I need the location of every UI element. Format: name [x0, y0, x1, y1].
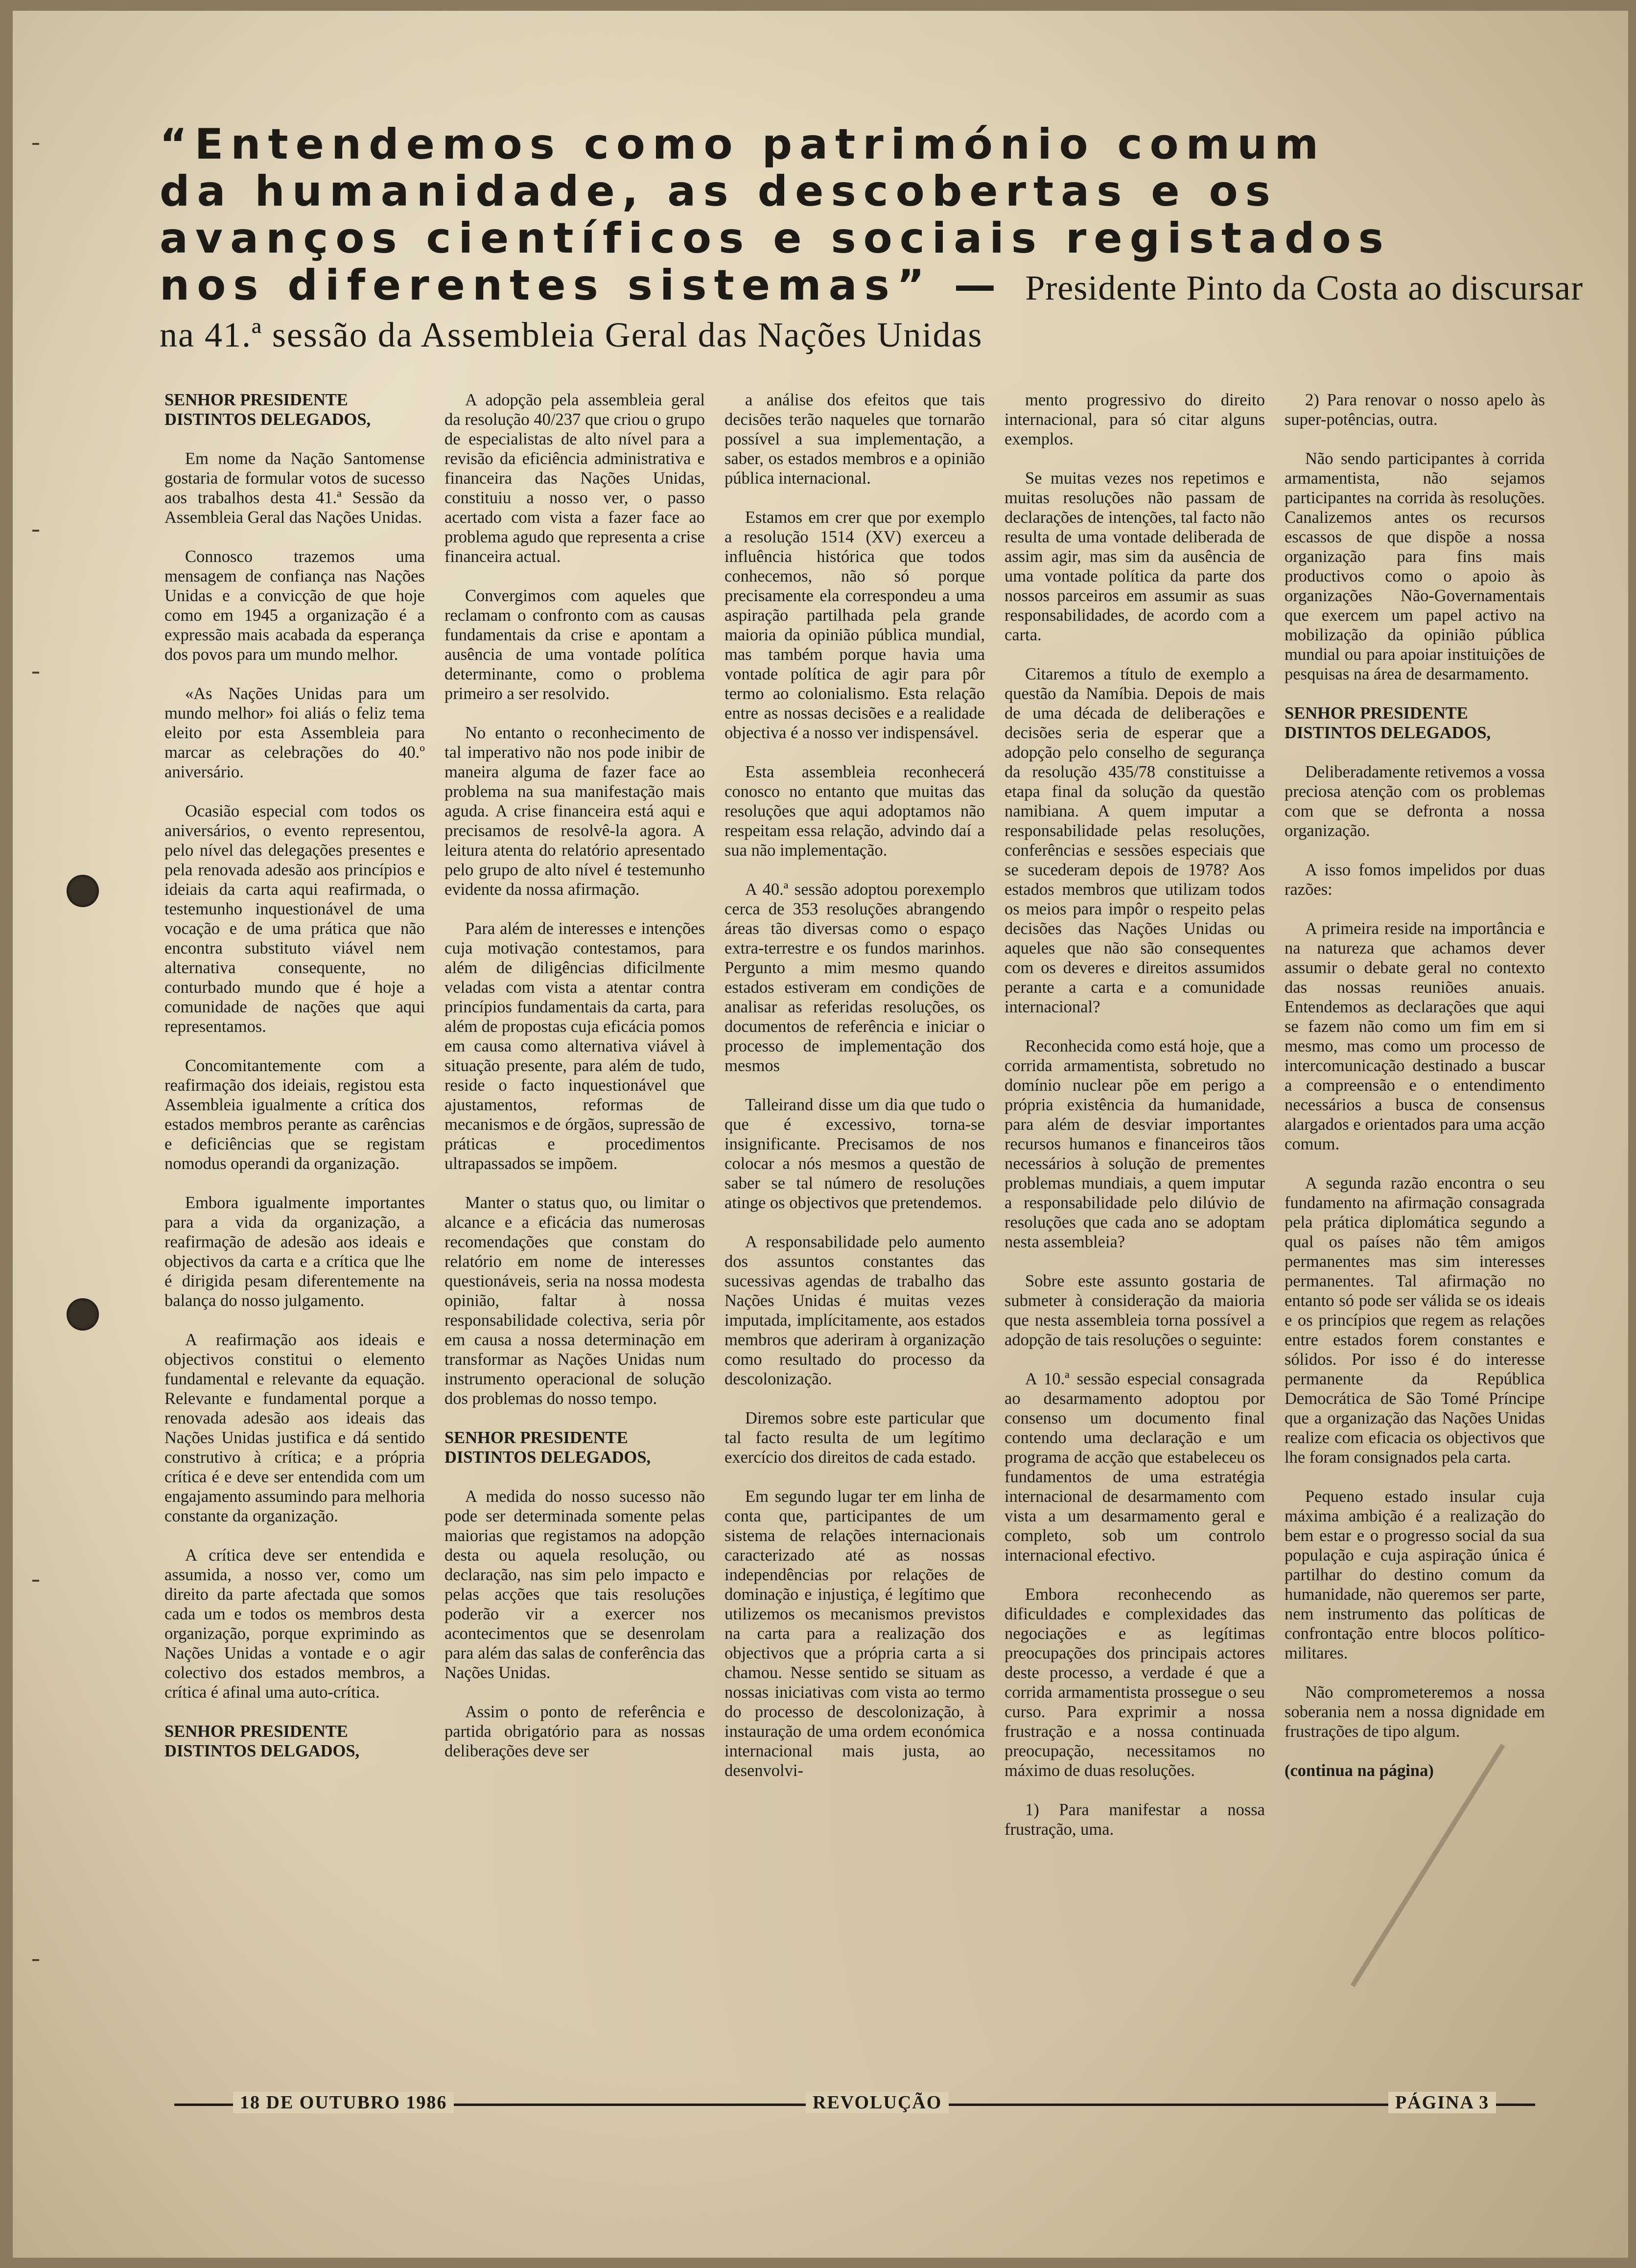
paragraph: Estamos em crer que por exemplo a resolução 1514 (XV) exerceu a influência histórica que todos conhecemos, não só porque precisamente ela correspondeu a uma aspiração partilhada pela grande maioria da opinião pública mundial, mas também porque havia uma vontade política de agir para pôr termo ao colonialismo. Esta relação entre as nossas decisões e a realidade objectiva é a nosso ver indispensável.: [725, 508, 985, 742]
paragraph: A isso fomos impelidos por duas razões:: [1285, 861, 1545, 899]
paragraph: No entanto o reconhecimento de tal imperativo não nos pode inibir de maneira alguma de fazer face ao problema na sua manifestação mais aguda. A crise financeira está aqui e precisamos de resolvê-la agora. A leitura atenta do relatório apresentado pelo grupo de alto nível é testemunho evidente da nossa afirmação.: [444, 724, 705, 899]
paragraph: A adopção pela assembleia geral da resolução 40/237 que criou o grupo de especialistas de alto nível para a revisão da eficiência administrativa e financeira das Nações Unidas, constituiu a nosso ver, o passo acertado com vista a fazer face ao problema agudo que representa a crise financeira actual.: [444, 391, 705, 566]
edge-mark: [32, 1959, 39, 1961]
paragraph: mento progressivo do direito internacional, para só citar alguns exemplos.: [1005, 391, 1265, 448]
paragraph: Embora igualmente importantes para a vida da organização, a reafirmação de adesão aos ideais e objectivos da carta e a crítica que lhe é dirigida pesam diferentemente na balança do nosso julgamento.: [164, 1193, 425, 1310]
paragraph: Não sendo participantes à corrida armamentista, não sejamos participantes na corrida às resoluções. Canalizemos antes os recursos escassos de que dispõe a nossa organização para fins mais productivos como o apoio às organizações Não-Governamentais que exercem um papel activo na mobilização da opinião pública mundial ou para apoiar instituições de pesquisas na área de desarmamento.: [1285, 449, 1545, 683]
section-heading: SENHOR PRESIDENTE DISTINTOS DELEGADOS,: [444, 1428, 651, 1467]
paragraph: A reafirmação aos ideais e objectivos constitui o elemento fundamental e relevante da equação. Relevante e fundamental porque a renovada adesão aos ideais das Nações Unidas justifica e dá sentido construtivo à crítica; e a própria crítica é e deve ser entendida com um engajamento assumindo para melhoria constante da organização.: [164, 1331, 425, 1525]
paragraph: Convergimos com aqueles que reclamam o confronto com as causas fundamentais da crise e apontam a ausência de uma vontade política determinante, como o problema primeiro a ser resolvido.: [444, 586, 705, 703]
paragraph: A 40.ª sessão adoptou porexemplo cerca de 353 resoluções abrangendo áreas tão diversas como o espaço extra-terrestre e os fundos marinhos. Pergunto a mim mesmo quando estados estiveram em condições de analisar as referidas resoluções, os documentos de referência e iniciar o processo de implementação dos mesmos: [725, 880, 985, 1075]
paragraph: Talleirand disse um dia que tudo o que é excessivo, torna-se insignificante. Precisamos de nos colocar a nós mesmos a questão de saber se tal número de resoluções atinge os objectivos que pretendemos.: [725, 1096, 985, 1212]
paragraph: Pequeno estado insular cuja máxima ambição é a realização do bem estar e o progresso social da sua população e cuja aspiração única é partilhar do destino comum da humanidade, não queremos ser parte, nem instrumento das políticas de confrontação entre blocos político-militares.: [1285, 1487, 1545, 1662]
article-column-1: [164, 390, 425, 2084]
paragraph: A responsabilidade pelo aumento dos assuntos constantes das sucessivas agendas de trabalho das Nações Unidas é muitas vezes imputada, implícitamente, aos estados membros que aderiram à organização como resultado do processo da descolonização.: [725, 1233, 985, 1388]
section-heading: SENHOR PRESIDENTE DISTINTOS DELEGADOS,: [1285, 704, 1491, 742]
paragraph: Em segundo lugar ter em linha de conta que, participantes de um sistema de relações internacionais caracterizado até as nossas independências por relações de dominação e injustiça, é legítimo que utilizemos os mecanismos previstos na carta para a realização dos objectivos que a própria carta a si chamou. Nesse sentido se situam as nossas iniciativas com vista ao termo do processo de descolonização, à instauração de uma ordem económica internacional mais justa, ao desenvolvi-: [725, 1487, 985, 1780]
page-footer: [174, 2089, 1535, 2118]
paragraph: «As Nações Unidas para um mundo melhor» foi aliás o feliz tema eleito por esta Assembleia para marcar as celebrações do 40.º aniversário.: [164, 684, 425, 781]
footer-date: 18 DE OUTUBRO 1986: [233, 2092, 454, 2113]
paragraph: Não comprometeremos a nossa soberania nem a nossa dignidade em frustrações de tipo algum.: [1285, 1683, 1545, 1741]
article-column-4: [1005, 390, 1265, 2084]
paragraph: Sobre este assunto gostaria de submeter à consideração da maioria que nesta assembleia torna possível a adopção de tais resoluções o seguinte:: [1005, 1272, 1265, 1349]
section-heading: SENHOR PRESIDENTE DISTINTOS DELEGADOS,: [164, 391, 371, 429]
paragraph: Assim o ponto de referência e partida obrigatório para as nossas deliberações deve ser: [444, 1703, 705, 1760]
headline-line: na 41.ª sessão da Assembleia Geral das Nações Unidas: [160, 315, 983, 354]
headline-line: da humanidade, as descobertas e os: [160, 167, 1278, 216]
paragraph: Connosco trazemos uma mensagem de confiança nas Nações Unidas e a convicção de que hoje como em 1945 a organização é a expressão mais acabada da esperança dos povos para um mundo melhor.: [164, 547, 425, 664]
headline-line: avanços científicos e sociais registados: [160, 214, 1391, 263]
paragraph: Deliberadamente retivemos a vossa preciosa atenção com os problemas com que se defronta a nossa organização.: [1285, 763, 1545, 840]
edge-mark: [32, 143, 39, 145]
paragraph: Diremos sobre este particular que tal facto resulta de um legítimo exercício dos direitos de cada estado.: [725, 1409, 985, 1467]
paragraph: Para além de interesses e intenções cuja motivação contestamos, para além de diligências dificilmente veladas com vista a atentar contra princípios fundamentais da carta, para além de propostas cuja eficácia pomos em causa como alternativa viável à situação presente, para além de tudo, reside o facto inquestionável que ajustamentos, reformas de mecanismos e de órgãos, supressão de práticas e procedimentos ultrapassados se impõem.: [444, 919, 705, 1173]
paragraph: A 10.ª sessão especial consagrada ao desarmamento adoptou por consenso um documento final contendo uma declaração e um programa de acção que estabeleceu os fundamentos de uma estratégia internacional de desarmamento com vista a um desarmamento geral e completo, sob um controlo internacional efectivo.: [1005, 1370, 1265, 1565]
paragraph: Citaremos a título de exemplo a questão da Namíbia. Depois de mais de uma década de deliberações e decisões seria de esperar que a adopção pelo conselho de segurança da resolução 435/78 constituisse a etapa final da solução da questão namibiana. A quem imputar a responsabilidade pelas resoluções, conferências e sessões especiais que se sucederam depois de 1978? Aos estados membros que utilizam todos os meios para impôr o respeito pelas decisões das Nações Unidas ou aqueles que não são consequentes com os deveres e direitos assumidos perante a carta e a comunidade internacional?: [1005, 665, 1265, 1016]
article-column-3: [725, 390, 985, 2084]
paragraph: Esta assembleia reconhecerá conosco no entanto que muitas das resoluções que aqui adoptamos não respeitam essa relação, advindo daí a sua não implementação.: [725, 763, 985, 860]
newspaper-page: [13, 11, 1628, 2258]
headline-line: “Entendemos como património comum: [160, 120, 1326, 169]
paragraph: Embora reconhecendo as dificuldades e complexidades das negociações e as legítimas preocupações dos principais actores deste processo, a verdade é que a corrida armamentista prossegue o seu curso. Para exprimir a nossa frustração e a nossa continuada preocupação, necessitamos no máximo de duas resoluções.: [1005, 1585, 1265, 1780]
paragraph: a análise dos efeitos que tais decisões terão naqueles que tornarão possível a sua implementação, a saber, os estados membros e a opinião pública internacional.: [725, 391, 985, 488]
article-column-5: [1285, 390, 1545, 2084]
edge-mark: [32, 530, 39, 532]
paragraph: 2) Para renovar o nosso apelo às super-potências, outra.: [1285, 391, 1545, 429]
edge-mark: [32, 1580, 39, 1582]
headline-line: [160, 261, 1584, 311]
footer-page-number: PÁGINA 3: [1388, 2092, 1496, 2113]
headline-attribution: Presidente Pinto da Costa ao discursar: [1025, 268, 1584, 307]
paragraph: 1) Para manifestar a nossa frustração, uma.: [1005, 1800, 1265, 1839]
paragraph: Em nome da Nação Santomense gostaria de formular votos de sucesso aos trabalhos desta 41.ª Sessão da Assembleia Geral das Nações Unidas.: [164, 449, 425, 527]
paragraph: Ocasião especial com todos os aniversários, o evento representou, pelo nível das delegações presentes e pela renovada adesão aos princípios e ideiais da carta aqui reafirmada, o testemunho inquestionável de uma vocação e de uma prática que não encontra substituto viável nem alternativa consequente, no conturbado mundo que é hoje a comunidade de nações que aqui representamos.: [164, 802, 425, 1036]
punch-hole-top: [67, 875, 99, 907]
paragraph: Manter o status quo, ou limitar o alcance e a eficácia das numerosas recomendações que constam do relatório em nome de interesses questionáveis, seria na nossa modesta opinião, faltar à nossa responsabilidade colectiva, seria pôr em causa a nossa determinação em transformar as Nações Unidas num instrumento operacional de solução dos problemas do nosso tempo.: [444, 1193, 705, 1408]
footer-paper-name: REVOLUÇÃO: [806, 2092, 949, 2113]
paragraph: A primeira reside na importância e na natureza que achamos dever assumir o debate geral no contexto das nossas reuniões anuais. Entendemos as declarações que aqui se fazem não como um fim em si mesmo, mas como um processo de intercomunicação destinado a buscar a compreensão e o entendimento necessários a busca de consensus alargados e orientados para uma acção comum.: [1285, 919, 1545, 1153]
headline-line-4: nos diferentes sistemas” —: [160, 261, 1004, 310]
article-headline: [160, 120, 1584, 358]
section-heading: SENHOR PRESIDENTE DISTINTOS DELGADOS,: [164, 1722, 360, 1760]
paragraph: A segunda razão encontra o seu fundamento na afirmação consagrada pela prática diplomática segundo a qual os países não têm amigos permanentes mas sim interesses permanentes. Tal afirmação no entanto só pode ser válida se os ideais e os princípios que regem as relações entre estados forem constantes e sólidos. Por isso é do interesse permanente da República Democrática de São Tomé Príncipe que a organização das Nações Unidas realize com eficacia os objectivos que lhe foram consignados pela carta.: [1285, 1174, 1545, 1467]
paragraph: A medida do nosso sucesso não pode ser determinada somente pelas maiorias que registamos na adopção desta ou aquela resolução, ou declaração, nas sim pelo impacto e pelas acções que tais resoluções poderão vir a exercer nos acontecimentos que se desenrolam para além das salas de conferência das Nações Unidas.: [444, 1487, 705, 1682]
paragraph: A crítica deve ser entendida e assumida, a nosso ver, como um direito da parte afectada que somos cada um e todos os membros desta organização, porque exprimindo as Nações Unidas a vontade e o agir colectivo dos estados membros, a crítica é afinal uma auto-crítica.: [164, 1546, 425, 1702]
article-column-2: [444, 390, 705, 2084]
punch-hole-bottom: [67, 1298, 99, 1331]
paragraph: Se muitas vezes nos repetimos e muitas resoluções não passam de declarações de intenções, tal facto não resulta de uma vontade deliberada de assim agir, mas sim da ausência de uma vontade política da parte dos nossos parceiros em assumir as suas responsabilidades, de acordo com a carta.: [1005, 469, 1265, 644]
section-heading: (continua na página): [1285, 1761, 1434, 1780]
paragraph: Reconhecida como está hoje, que a corrida armamentista, sobretudo no domínio nuclear põe em perigo a própria existência da humanidade, para além de desviar importantes recursos humanos e financeiros tãos necessários à solução de prementes problemas mundiais, a quem imputar a responsabilidade pelo dilúvio de resoluções que cada ano se adoptam nesta assembleia?: [1005, 1037, 1265, 1251]
paragraph: Concomitantemente com a reafirmação dos ideiais, registou esta Assembleia igualmente a crítica dos estados membros perante as carências e deficiências que se registam nomodus operandi da organização.: [164, 1056, 425, 1173]
edge-mark: [32, 672, 39, 674]
